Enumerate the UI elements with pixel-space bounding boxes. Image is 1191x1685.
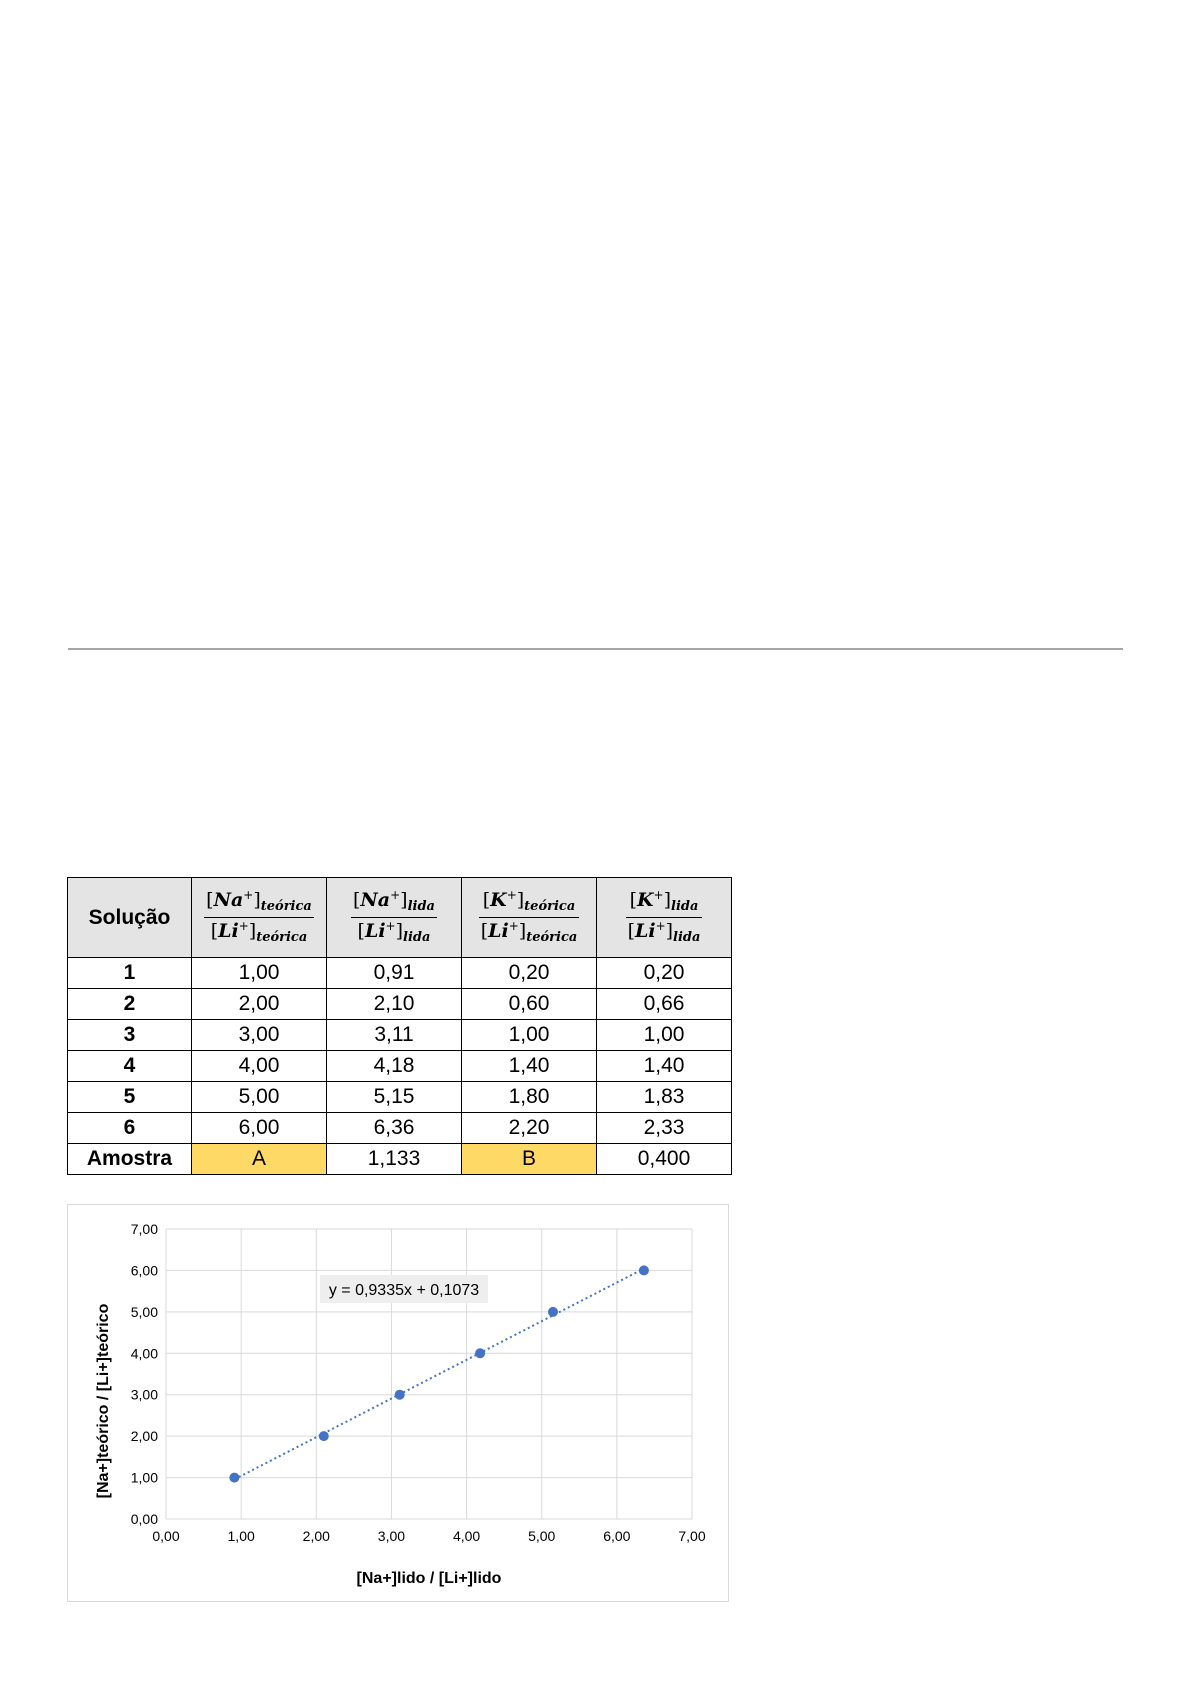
- y-tick-label: 4,00: [130, 1345, 158, 1362]
- cell: 0,91: [327, 958, 462, 989]
- header-solucao: Solução: [68, 878, 192, 958]
- chart-equation-group: [320, 1275, 488, 1303]
- y-axis-label: [Na+]teórico / [Li+]teórico: [95, 1303, 112, 1499]
- header-k-teorica: $\frac{[K^+]_{teórica}}{[Li^+]_{teórica}}$: [462, 878, 597, 958]
- table-row: [68, 1113, 732, 1144]
- cell: 2,33: [597, 1113, 732, 1144]
- cell: 6,00: [192, 1113, 327, 1144]
- y-tick-label: 6,00: [130, 1262, 158, 1279]
- chart-ticks: [131, 1221, 706, 1544]
- row-label: 2: [68, 989, 192, 1020]
- cell: 0,60: [462, 989, 597, 1020]
- y-tick-label: 5,00: [130, 1303, 158, 1320]
- cell: 1,00: [192, 958, 327, 989]
- cell-unknown-b: B: [462, 1144, 597, 1175]
- cell: 0,20: [597, 958, 732, 989]
- row-label: 1: [68, 958, 192, 989]
- x-tick-label: 3,00: [377, 1528, 406, 1544]
- chart-grid: [166, 1229, 692, 1519]
- data-table: [67, 877, 732, 1175]
- x-tick-label: 2,00: [302, 1528, 330, 1544]
- data-point: [319, 1431, 329, 1441]
- y-tick-label: 2,00: [130, 1428, 158, 1445]
- cell: 1,133: [327, 1144, 462, 1175]
- x-axis-label: [Na+]lido / [Li+]lido: [356, 1570, 502, 1587]
- cell: 1,83: [597, 1082, 732, 1113]
- x-tick-label: 7,00: [678, 1528, 706, 1544]
- chart-svg: [68, 1205, 728, 1601]
- x-tick-label: 4,00: [452, 1528, 481, 1544]
- table-row-amostra: [68, 1144, 732, 1175]
- row-label: Amostra: [68, 1144, 192, 1175]
- header-na-lida: $\frac{[Na^+]_{lida}}{[Li^+]_{lida}}$: [327, 878, 462, 958]
- cell: 2,10: [327, 989, 462, 1020]
- table-row: [68, 1051, 732, 1082]
- table-row: [68, 958, 732, 989]
- header-na-teorica: $\frac{[Na^+]_{teórica}}{[Li^+]_{teórica}}$: [192, 878, 327, 958]
- cell: 5,00: [192, 1082, 327, 1113]
- cell: 2,20: [462, 1113, 597, 1144]
- table-header-row: [68, 878, 732, 958]
- data-point: [639, 1265, 649, 1275]
- row-label: 4: [68, 1051, 192, 1082]
- data-point: [229, 1473, 239, 1483]
- cell: 4,00: [192, 1051, 327, 1082]
- table-row: [68, 1020, 732, 1051]
- y-tick-label: 0,00: [130, 1511, 158, 1527]
- calibration-chart: [67, 1204, 729, 1602]
- cell: 1,00: [462, 1020, 597, 1051]
- row-label: 3: [68, 1020, 192, 1051]
- y-tick-label: 1,00: [130, 1469, 158, 1486]
- cell: 3,00: [192, 1020, 327, 1051]
- cell: 3,11: [327, 1020, 462, 1051]
- x-tick-label: 6,00: [603, 1528, 631, 1544]
- cell: 1,40: [597, 1051, 732, 1082]
- cell: 1,80: [462, 1082, 597, 1113]
- cell: 2,00: [192, 989, 327, 1020]
- cell: 6,36: [327, 1113, 462, 1144]
- y-tick-label: 7,00: [130, 1221, 158, 1237]
- x-tick-label: 1,00: [227, 1528, 255, 1544]
- section-divider: [68, 648, 1123, 650]
- trendline-equation: y = 0,9335x + 0,1073: [328, 1282, 480, 1299]
- cell-unknown-a: A: [192, 1144, 327, 1175]
- table-row: [68, 1082, 732, 1113]
- row-label: 5: [68, 1082, 192, 1113]
- cell: 4,18: [327, 1051, 462, 1082]
- data-point: [475, 1348, 485, 1358]
- data-point: [395, 1390, 405, 1400]
- data-point: [548, 1307, 558, 1317]
- row-label: 6: [68, 1113, 192, 1144]
- y-tick-label: 3,00: [130, 1386, 158, 1403]
- cell: 5,15: [327, 1082, 462, 1113]
- x-tick-label: 5,00: [528, 1528, 556, 1544]
- cell: 0,66: [597, 989, 732, 1020]
- table-row: [68, 989, 732, 1020]
- cell: 1,00: [597, 1020, 732, 1051]
- cell: 0,400: [597, 1144, 732, 1175]
- x-tick-label: 0,00: [152, 1528, 180, 1544]
- cell: 1,40: [462, 1051, 597, 1082]
- header-k-lida: $\frac{[K^+]_{lida}}{[Li^+]_{lida}}$: [597, 878, 732, 958]
- cell: 0,20: [462, 958, 597, 989]
